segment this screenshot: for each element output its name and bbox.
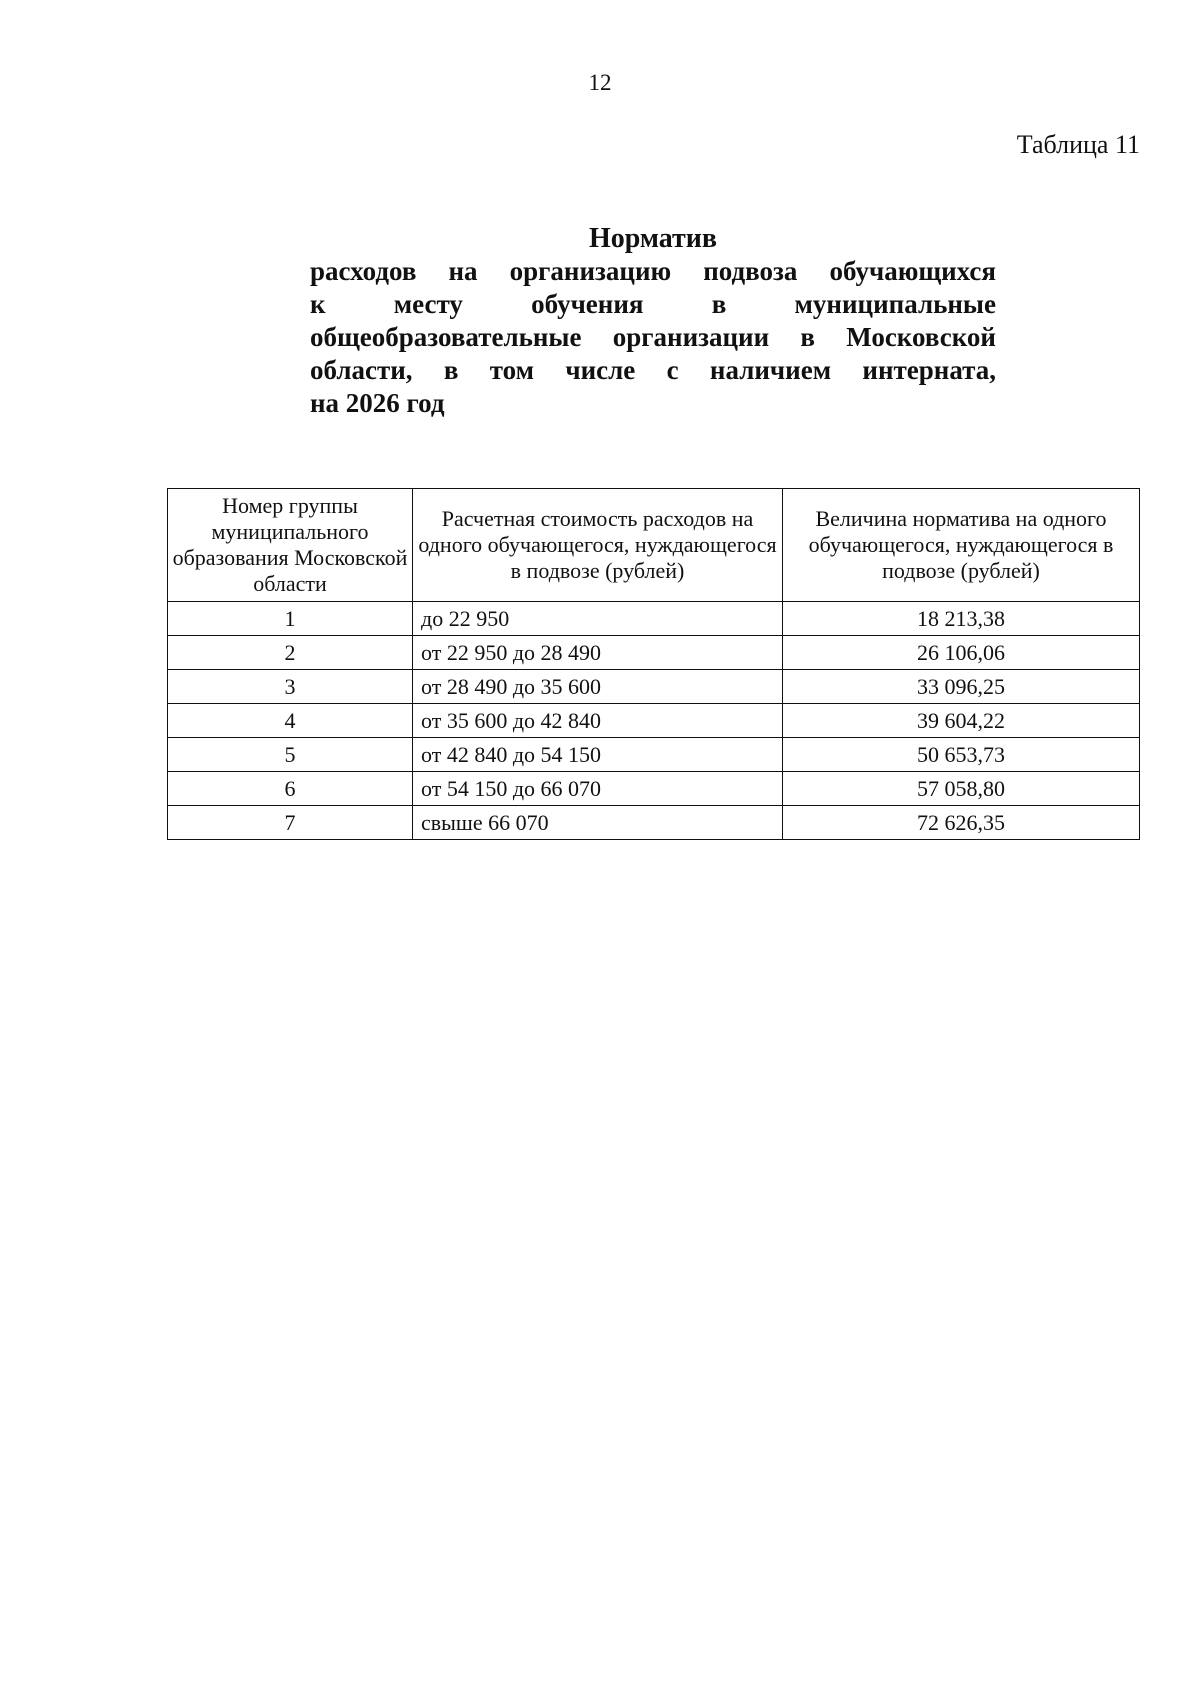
header-norm-value: Величина норматива на одного обучающегося, нуждающегося в подвозе (рублей) bbox=[783, 489, 1140, 602]
table-row bbox=[168, 772, 1140, 806]
cell-group: 4 bbox=[168, 704, 413, 738]
table-row bbox=[168, 738, 1140, 772]
cell-group: 3 bbox=[168, 670, 413, 704]
cell-range: свыше 66 070 bbox=[413, 806, 783, 840]
title-line: расходов на организацию подвоза обучающихся bbox=[310, 256, 996, 286]
table-row bbox=[168, 806, 1140, 840]
title-line: на 2026 год bbox=[310, 388, 445, 418]
cell-group: 1 bbox=[168, 602, 413, 636]
cell-range: от 42 840 до 54 150 bbox=[413, 738, 783, 772]
cell-range: от 28 490 до 35 600 bbox=[413, 670, 783, 704]
cell-range: от 35 600 до 42 840 bbox=[413, 704, 783, 738]
cell-range: до 22 950 bbox=[413, 602, 783, 636]
cell-range: от 54 150 до 66 070 bbox=[413, 772, 783, 806]
cell-value: 57 058,80 bbox=[783, 772, 1140, 806]
title-line: области, в том числе с наличием интерната, bbox=[310, 355, 996, 385]
cell-group: 7 bbox=[168, 806, 413, 840]
cell-value: 72 626,35 bbox=[783, 806, 1140, 840]
title-line: общеобразовательные организации в Московской bbox=[310, 322, 996, 352]
cell-group: 5 bbox=[168, 738, 413, 772]
cell-value: 33 096,25 bbox=[783, 670, 1140, 704]
cell-value: 18 213,38 bbox=[783, 602, 1140, 636]
cell-range: от 22 950 до 28 490 bbox=[413, 636, 783, 670]
table-row bbox=[168, 704, 1140, 738]
table-row bbox=[168, 602, 1140, 636]
title-main: Норматив bbox=[588, 223, 718, 254]
title-line: к месту обучения в муниципальные bbox=[310, 289, 996, 319]
document-title bbox=[310, 222, 996, 420]
page-number: 12 bbox=[588, 70, 612, 95]
cell-group: 2 bbox=[168, 636, 413, 670]
cell-value: 39 604,22 bbox=[783, 704, 1140, 738]
table-row bbox=[168, 636, 1140, 670]
header-cost-range: Расчетная стоимость расходов на одного обучающегося, нуждающегося в подвозе (рублей) bbox=[413, 489, 783, 602]
table-header-row bbox=[168, 489, 1140, 602]
header-group-number: Номер группы муниципального образования Московской области bbox=[168, 489, 413, 602]
cell-value: 26 106,06 bbox=[783, 636, 1140, 670]
norm-table bbox=[167, 488, 1140, 840]
table-label: Таблица 11 bbox=[1016, 130, 1140, 159]
table-row bbox=[168, 670, 1140, 704]
cell-group: 6 bbox=[168, 772, 413, 806]
cell-value: 50 653,73 bbox=[783, 738, 1140, 772]
